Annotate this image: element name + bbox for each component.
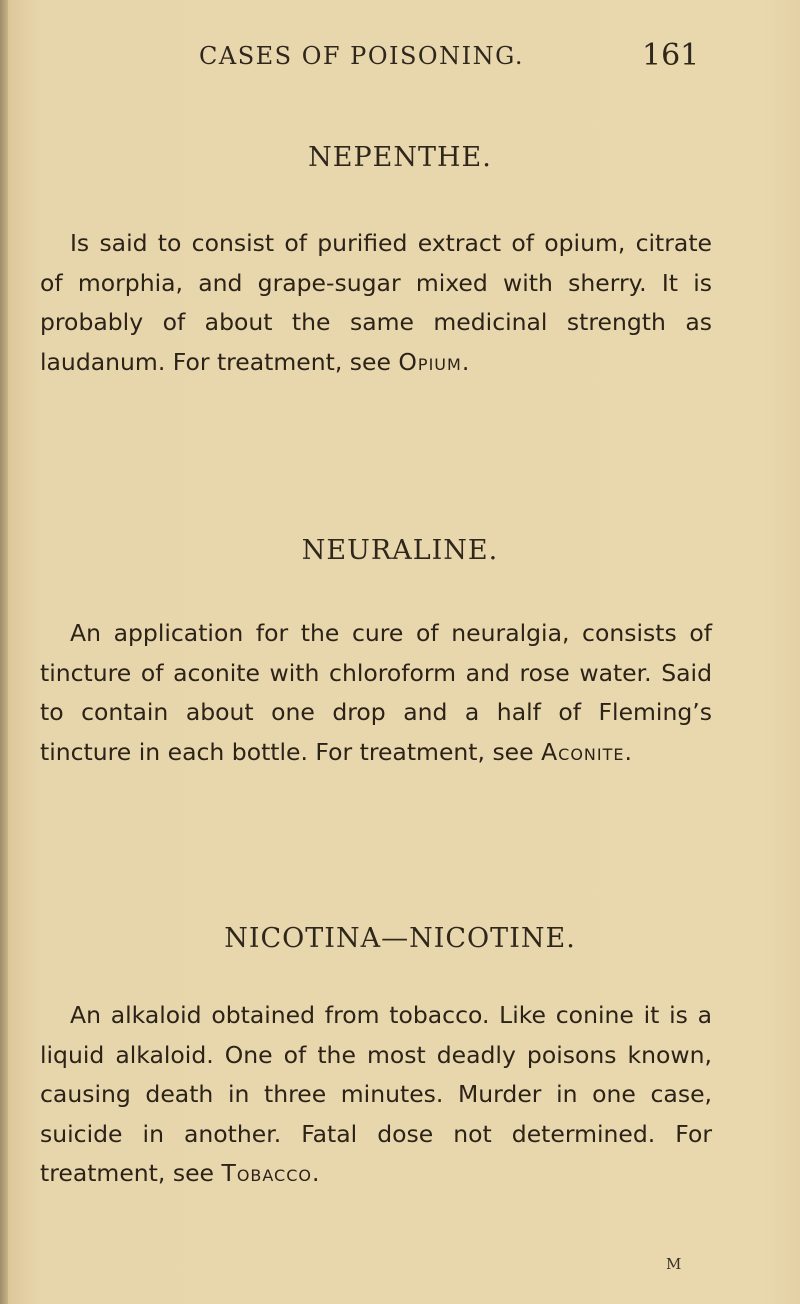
cross-reference: Aconite [541,737,625,766]
section-body-nicotina [40,996,712,1194]
cross-reference: Opium [398,347,462,376]
body-text: An application for the cure of neuralgia, consists of tincture of aconite with chloroform and rose water. Said to contain about one drop and a half of Fleming’s tincture in each bottle. For treatment, see [40,619,712,766]
body-text: Is said to consist of purified extract of opium, citrate of morphia, and grape-sugar mixed with sherry. It is probably of about the same medicinal strength as laudanum. For treatment, see [40,229,712,376]
section-heading-nicotina: NICOTINA—NICOTINE. [224,923,576,954]
signature-mark: M [666,1255,682,1273]
page-header [0,38,800,82]
running-head: CASES OF POISONING. [199,42,525,70]
body-text: An alkaloid obtained from tobacco. Like conine it is a liquid alkaloid. One of the most deadly poisons known, causing death in three minutes. Murder in one case, suicide in another. Fatal dose not determined. For treatment, see [40,1001,712,1187]
page-number: 161 [642,38,700,73]
cross-reference: Tobacco [221,1159,312,1187]
body-text-end: . [624,737,632,766]
body-text-end: . [461,347,470,376]
section-heading-neuraline: NEURALINE. [301,535,499,566]
section-heading-nepenthe: NEPENTHE. [308,142,492,173]
section-body-nepenthe [40,224,712,382]
body-text-end: . [312,1159,320,1187]
section-body-neuraline [40,614,712,772]
